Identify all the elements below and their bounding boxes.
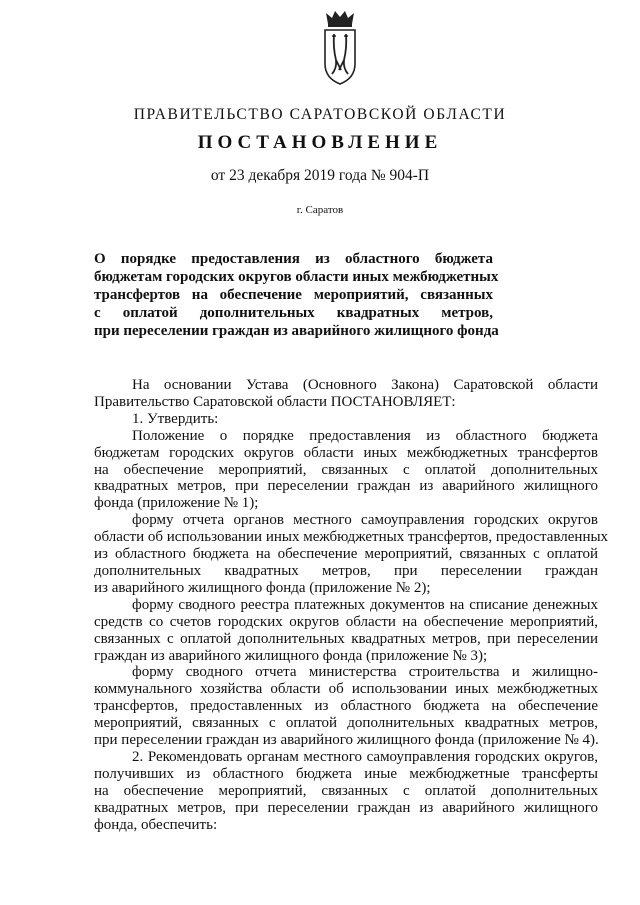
body-line: коммунального хозяйства области об использовании иных межбюджетных [94, 681, 598, 698]
body-line: на обеспечение мероприятий, связанных с оплатой дополнительных [94, 782, 598, 799]
document-type: ПОСТАНОВЛЕНИЕ [197, 132, 443, 153]
body-line: из аварийного жилищного фонда (приложение № 2); [94, 579, 431, 596]
body-line: фонда, обеспечить: [94, 816, 218, 833]
body-line: связанных с оплатой дополнительных квадратных метров, при переселении [94, 630, 598, 647]
body-line: дополнительных квадратных метров, при переселении граждан [94, 562, 598, 579]
title-line: бюджетам городских округов области иных межбюджетных [94, 269, 499, 285]
body-line: форму сводного реестра платежных документов на списание денежных [132, 596, 598, 613]
document-date-number: от 23 декабря 2019 года № 904-П [210, 167, 430, 184]
government-name: ПРАВИТЕЛЬСТВО САРАТОВСКОЙ ОБЛАСТИ [133, 106, 507, 123]
body-line: области об использовании иных межбюджетных трансфертов, предоставленных [94, 529, 609, 546]
coat-of-arms-icon [319, 8, 361, 88]
body-line: при переселении граждан из аварийного жилищного фонда (приложение № 4). [94, 732, 599, 749]
title-line: при переселении граждан из аварийного жилищного фонда [94, 323, 499, 339]
title-line: О порядке предоставления из областного бюджета [94, 251, 493, 267]
body-line: трансфертов, предоставленных из областного бюджета на обеспечение [94, 698, 598, 715]
body-line: средств со счетов городских округов области на обеспечение мероприятий, [94, 613, 598, 630]
body-line: получивших из областного бюджета иные межбюджетные трансферты [94, 765, 598, 782]
body-line: На основании Устава (Основного Закона) Саратовской области [132, 377, 598, 393]
body-line: из областного бюджета на обеспечение мероприятий, связанных с оплатой [94, 546, 598, 563]
body-line: 1. Утвердить: [132, 410, 219, 427]
body-line: форму отчета органов местного самоуправления городских округов [132, 512, 598, 529]
body-line: мероприятий, связанных с оплатой дополнительных квадратных метров, [94, 715, 598, 732]
title-line: с оплатой дополнительных квадратных метров, [94, 305, 493, 321]
body-line: граждан из аварийного жилищного фонда (приложение № 3); [94, 647, 488, 664]
body-line: на обеспечение мероприятий, связанных с оплатой дополнительных [94, 461, 598, 478]
body-line: квадратных метров, при переселении граждан из аварийного жилищного [94, 478, 598, 495]
body-line: Правительство Саратовской области ПОСТАНОВЛЯЕТ: [94, 393, 456, 410]
body-line: форму сводного отчета министерства строительства и жилищно- [132, 664, 598, 681]
body-line: 2. Рекомендовать органам местного самоуправления городских округов, [132, 748, 598, 765]
document-city: г. Саратов [296, 204, 344, 216]
body-line: бюджетам городских округов области иных межбюджетных трансфертов [94, 444, 598, 461]
document-title [94, 250, 499, 340]
title-line: трансфертов на обеспечение мероприятий, связанных [94, 287, 493, 303]
body-line: Положение о порядке предоставления из областного бюджета [132, 427, 598, 444]
body-line: фонда (приложение № 1); [94, 495, 259, 512]
document-body [94, 377, 609, 833]
body-line: квадратных метров, при переселении граждан из аварийного жилищного [94, 799, 598, 816]
